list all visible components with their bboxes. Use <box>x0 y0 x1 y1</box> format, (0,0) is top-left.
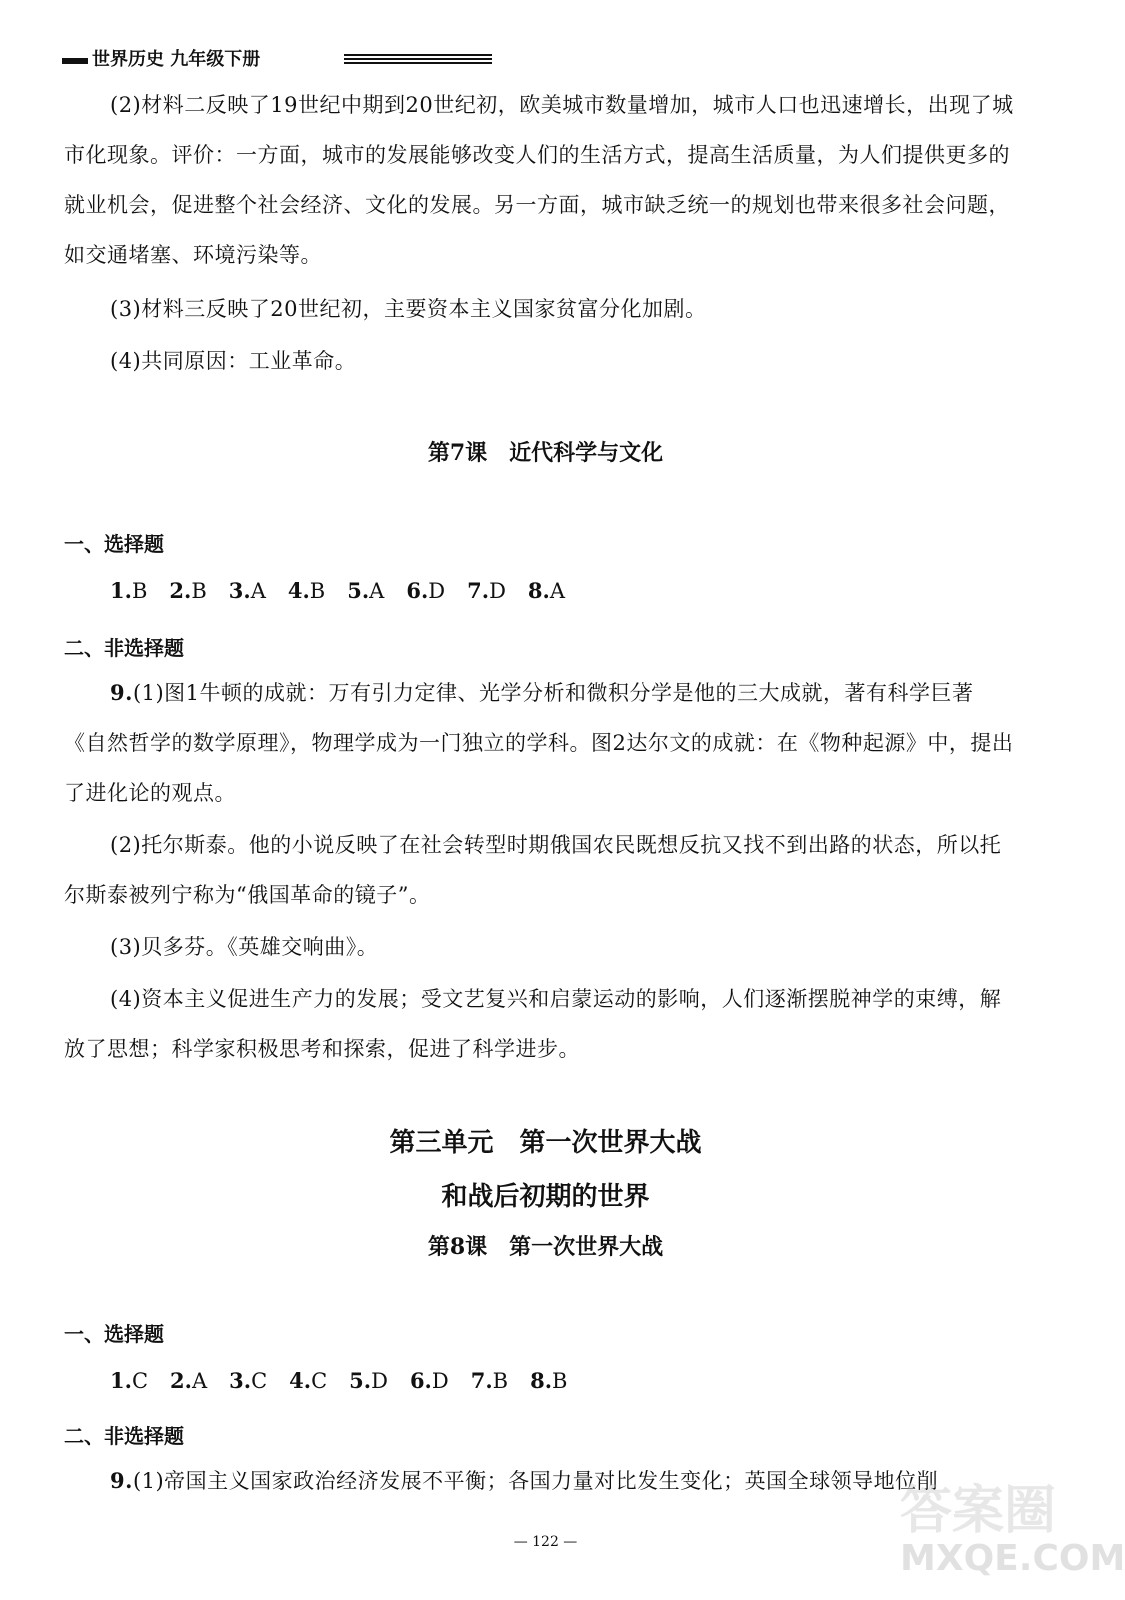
common-cause-paragraph: (4)共同原因：工业革命。 <box>110 349 357 373</box>
answer-number: 6. <box>406 578 429 603</box>
q9-number: 9. <box>110 680 133 705</box>
q9-part1-text: (1)图1牛顿的成就：万有引力定律、光学分析和微积分学是他的三大成就，著有科学巨著《自然哲学的数学原理》，物理学成为一门独立的学科。图2达尔文的成就：在《物种起源》中，提出了进化论的观点。 <box>64 681 1014 805</box>
answer-value: C <box>311 1369 328 1393</box>
answer-item <box>528 579 565 603</box>
lesson8-answer-list <box>110 1368 589 1393</box>
answer-value: A <box>250 579 266 603</box>
answer-value: B <box>492 1369 509 1393</box>
answer-value: C <box>131 1369 149 1393</box>
watermark-url: MXQE.COM <box>900 1538 1125 1579</box>
answer-item <box>169 579 206 603</box>
answer-value: B <box>191 579 207 603</box>
lesson7-answer-list <box>110 578 587 603</box>
lesson7-section-nonchoice: 二、非选择题 <box>64 636 184 660</box>
answer-number: 5. <box>349 1368 372 1393</box>
lesson7-q9-part1 <box>64 668 1014 818</box>
lesson7-q9-part4: (4)资本主义促进生产力的发展；受文艺复兴和启蒙运动的影响，人们逐渐摆脱神学的束缚，解放了思想；科学家积极思考和探索，促进了科学进步。 <box>64 987 1002 1061</box>
header-title: 世界历史 九年级下册 <box>92 49 261 70</box>
page-number: — 122 — <box>513 1534 578 1550</box>
answer-number: 8. <box>527 578 550 603</box>
header-bar-left <box>62 58 88 64</box>
running-header <box>62 48 432 72</box>
lesson8-section-choice: 一、选择题 <box>64 1322 164 1346</box>
answer-value: B <box>131 579 148 603</box>
answer-item <box>406 579 445 603</box>
answer-number: 2. <box>169 578 192 603</box>
answer-value: D <box>428 579 446 603</box>
answer-item <box>530 1369 567 1393</box>
material3-paragraph: (3)材料三反映了20世纪初，主要资本主义国家贫富分化加剧。 <box>110 297 707 321</box>
answer-value: D <box>489 579 506 603</box>
answer-item <box>410 1369 449 1393</box>
answer-number: 8. <box>530 1368 553 1393</box>
lesson8-title: 第8课 第一次世界大战 <box>427 1234 664 1260</box>
answer-item <box>467 579 506 603</box>
answer-item <box>471 1369 508 1393</box>
answer-value: A <box>549 579 566 603</box>
answer-value: B <box>309 579 326 603</box>
unit3-title-line1: 第三单元 第一次世界大战 <box>389 1128 702 1158</box>
answer-value: C <box>251 1369 268 1393</box>
lesson7-section-choice: 一、选择题 <box>64 532 164 556</box>
answer-number: 6. <box>409 1368 432 1393</box>
unit3-title-line2: 和战后初期的世界 <box>441 1182 650 1212</box>
answer-item <box>170 1369 207 1393</box>
answer-item <box>229 1369 267 1393</box>
answer-number: 3. <box>228 578 251 603</box>
answer-value: D <box>371 1369 388 1393</box>
answer-number: 1. <box>110 578 132 603</box>
lesson8-q9-part1 <box>64 1456 1014 1506</box>
answer-value: A <box>369 579 385 603</box>
header-bar-right <box>344 54 492 66</box>
answer-value: A <box>191 1369 208 1393</box>
answer-number: 7. <box>467 578 490 603</box>
answer-number: 7. <box>470 1368 493 1393</box>
answer-number: 4. <box>287 578 310 603</box>
answer-item <box>288 579 325 603</box>
answer-item <box>110 1369 148 1393</box>
lesson7-q9-part3: (3)贝多芬。《英雄交响曲》。 <box>110 935 379 959</box>
answer-number: 3. <box>229 1368 252 1393</box>
lesson7-title: 第7课 近代科学与文化 <box>427 440 664 466</box>
answer-value: D <box>431 1369 449 1393</box>
material2-paragraph: (2)材料二反映了19世纪中期到20世纪初，欧美城市数量增加，城市人口也迅速增长，出现了城市化现象。评价：一方面，城市的发展能够改变人们的生活方式，提高生活质量，为人们提供更多的就业机会，促进整个社会经济、文化的发展。另一方面，城市缺乏统一的规划也带来很多社会问题，如交通堵塞、环境污染等。 <box>64 93 1014 267</box>
watermark-logo-text: 答案圈 <box>900 1481 1057 1541</box>
lesson8-section-nonchoice: 二、非选择题 <box>64 1424 184 1448</box>
lesson7-q9-part2: (2)托尔斯泰。他的小说反映了在社会转型时期俄国农民既想反抗又找不到出路的状态，所以托尔斯泰被列宁称为“俄国革命的镜子”。 <box>64 833 1002 907</box>
answer-number: 2. <box>170 1368 192 1393</box>
answer-item <box>347 579 384 603</box>
answer-item <box>110 579 147 603</box>
answer-item <box>289 1369 327 1393</box>
q9-number: 9. <box>110 1468 133 1493</box>
q9-part1-text: (1)帝国主义国家政治经济发展不平衡；各国力量对比发生变化；英国全球领导地位削 <box>132 1469 939 1493</box>
answer-item <box>349 1369 388 1393</box>
watermark <box>880 1468 1125 1588</box>
answer-number: 1. <box>110 1368 132 1393</box>
answer-value: B <box>552 1369 568 1393</box>
answer-item <box>229 579 266 603</box>
answer-number: 5. <box>347 578 370 603</box>
answer-number: 4. <box>289 1368 312 1393</box>
